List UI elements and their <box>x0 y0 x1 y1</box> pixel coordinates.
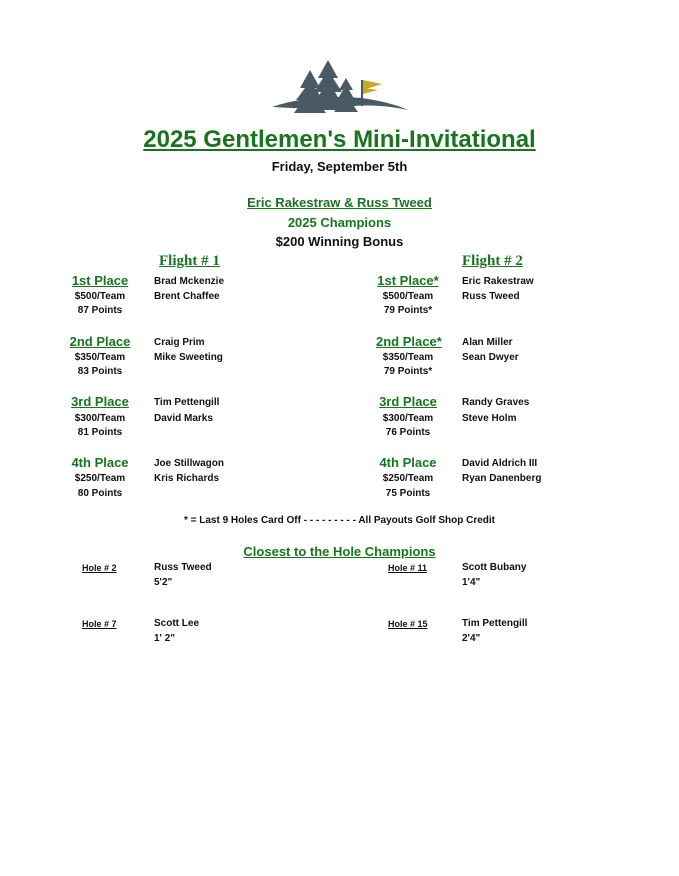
hole-label: Hole # 2 <box>82 563 117 573</box>
points: 79 Points* <box>383 366 433 377</box>
payout: $350/Team <box>382 352 434 363</box>
place-label: 2nd Place <box>69 334 131 349</box>
player-name: Tim Pettengill <box>154 397 220 408</box>
champion-names: Eric Rakestraw & Russ Tweed <box>247 195 432 210</box>
player-name: Kris Richards <box>154 473 220 484</box>
event-date: Friday, September 5th <box>271 159 408 174</box>
hole-label: Hole # 7 <box>82 619 117 629</box>
player-name: Randy Graves <box>462 397 530 408</box>
payout: $300/Team <box>74 413 126 424</box>
winner-name: Russ Tweed <box>154 562 212 573</box>
winner-name: Scott Bubany <box>462 562 527 573</box>
place-label: 1st Place* <box>377 273 439 288</box>
page-title: 2025 Gentlemen's Mini-Invitational <box>143 126 536 153</box>
footnote: * = Last 9 Holes Card Off - - - - - - - - - All Payouts Golf Shop Credit <box>183 515 496 526</box>
player-name: Craig Prim <box>154 337 205 348</box>
player-name: Brent Chaffee <box>154 291 220 302</box>
points: 81 Points <box>77 427 123 438</box>
points: 83 Points <box>77 366 123 377</box>
payout: $350/Team <box>74 352 126 363</box>
player-name: Joe Stillwagon <box>154 458 225 469</box>
place-label: 3rd Place <box>71 394 129 409</box>
player-name: Steve Holm <box>462 413 517 424</box>
place-label: 1st Place <box>71 273 129 288</box>
place-label: 3rd Place <box>379 394 437 409</box>
place-label: 4th Place <box>379 455 437 470</box>
pine-trees-flag-logo <box>270 58 410 122</box>
winner-distance: 5'2" <box>154 577 173 588</box>
flight-1-title: Flight # 1 <box>159 253 220 269</box>
payout: $250/Team <box>382 473 434 484</box>
champions-year-label: 2025 Champions <box>287 215 392 230</box>
hole-label: Hole # 15 <box>388 619 428 629</box>
player-name: Brad Mckenzie <box>154 276 225 287</box>
place-label: 2nd Place* <box>376 334 442 349</box>
winner-name: Tim Pettengill <box>462 618 528 629</box>
points: 76 Points <box>385 427 431 438</box>
player-name: Ryan Danenberg <box>462 473 542 484</box>
points: 75 Points <box>385 488 431 499</box>
player-name: Sean Dwyer <box>462 352 519 363</box>
player-name: Alan Miller <box>462 337 513 348</box>
hole-label: Hole # 11 <box>388 563 428 573</box>
points: 80 Points <box>77 488 123 499</box>
payout: $250/Team <box>74 473 126 484</box>
flight-2-title: Flight # 2 <box>462 253 523 269</box>
winning-bonus: $200 Winning Bonus <box>275 234 404 249</box>
player-name: Eric Rakestraw <box>462 276 534 287</box>
payout: $500/Team <box>74 291 126 302</box>
payout: $300/Team <box>382 413 434 424</box>
points: 79 Points* <box>383 305 433 316</box>
winner-name: Scott Lee <box>154 618 200 629</box>
closest-title: Closest to the Hole Champions <box>243 544 436 559</box>
winner-distance: 2'4" <box>462 633 481 644</box>
player-name: Russ Tweed <box>462 291 520 302</box>
winner-distance: 1' 2" <box>154 633 176 644</box>
player-name: Mike Sweeting <box>154 352 223 363</box>
player-name: David Aldrich III <box>462 458 538 469</box>
points: 87 Points <box>77 305 123 316</box>
winner-distance: 1'4" <box>462 577 481 588</box>
player-name: David Marks <box>154 413 213 424</box>
place-label: 4th Place <box>71 455 129 470</box>
payout: $500/Team <box>382 291 434 302</box>
